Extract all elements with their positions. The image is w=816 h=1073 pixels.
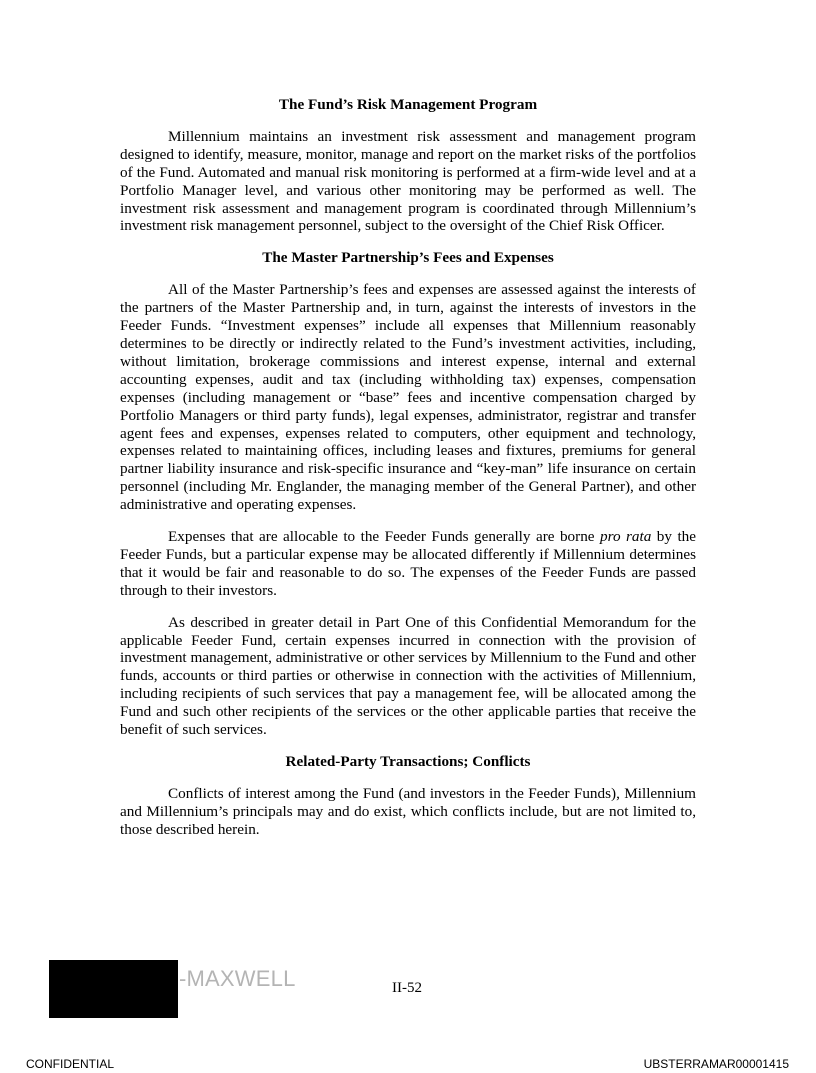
paragraph-fees-expenses-3: As described in greater detail in Part One of this Confidential Memorandum for the applicable Feeder Fund, certain expenses incurred in connection with the provision of investment management, administrative or other services by Millennium to the Fund and other funds, accounts or third parties or otherwise in connection with the activities of Millennium, including recipients of such services that pay a management fee, will be allocated among the Fund and such other recipients of the services or the other applicable parties that receive the benefit of such services. [120,613,696,739]
page-content [120,96,696,853]
paragraph-text: by the Feeder Funds, but a particular expense may be allocated differently if Millennium determines that it would be fair and reasonable to do so. The expenses of the Feeder Funds are passed through to their investors. [120,528,696,599]
page-number: II-52 [392,980,422,996]
paragraph-fees-expenses-1: All of the Master Partnership’s fees and expenses are assessed against the interests of the partners of the Master Partnership and, in turn, against the interests of investors in the Feeder Funds. “Investment expenses” include all expenses that Millennium reasonably determines to be directly or indirectly related to the Fund’s investment activities, including, without limitation, brokerage commissions and interest expense, internal and external accounting expenses, audit and tax (including withholding tax) expenses, compensation expenses (including management or “base” fees and incentive compensation charged by Portfolio Managers or third party funds), legal expenses, administrator, registrar and transfer agent fees and expenses, expenses related to computers, other equipment and technology, expenses related to maintaining offices, including leases and fixtures, premiums for general partner liability insurance and risk-specific insurance and “key-man” life insurance on certain personnel (including Mr. Englander, the managing member of the General Partner), and other administrative and operating expenses. [120,281,696,514]
bates-number: UBSTERRAMAR00001415 [643,1057,789,1071]
paragraph-text: Expenses that are allocable to the Feeder Funds generally are borne [168,528,601,546]
redaction-suffix-label: -MAXWELL [179,966,296,991]
section-heading-risk-management: The Fund’s Risk Management Program [278,96,538,113]
italic-term: pro rata [600,528,652,546]
confidential-label: CONFIDENTIAL [26,1057,115,1071]
redaction-box [49,960,178,1018]
paragraph-fees-expenses-2 [120,528,696,600]
paragraph-risk-management: Millennium maintains an investment risk assessment and management program designed to identify, measure, monitor, manage and report on the market risks of the portfolios of the Fund. Automated and manual risk monitoring is performed at a firm-wide level and at a Portfolio Manager level, and various other monitoring may be performed as well. The investment risk assessment and management program is coordinated through Millennium’s investment risk management personnel, subject to the oversight of the Chief Risk Officer. [120,127,696,235]
section-heading-fees-expenses: The Master Partnership’s Fees and Expenses [262,249,554,267]
paragraph-related-party: Conflicts of interest among the Fund (and investors in the Feeder Funds), Millennium and Millennium’s principals may and do exist, which conflicts include, but are not limited to, those described herein. [120,784,696,838]
section-heading-related-party: Related-Party Transactions; Conflicts [285,753,531,770]
